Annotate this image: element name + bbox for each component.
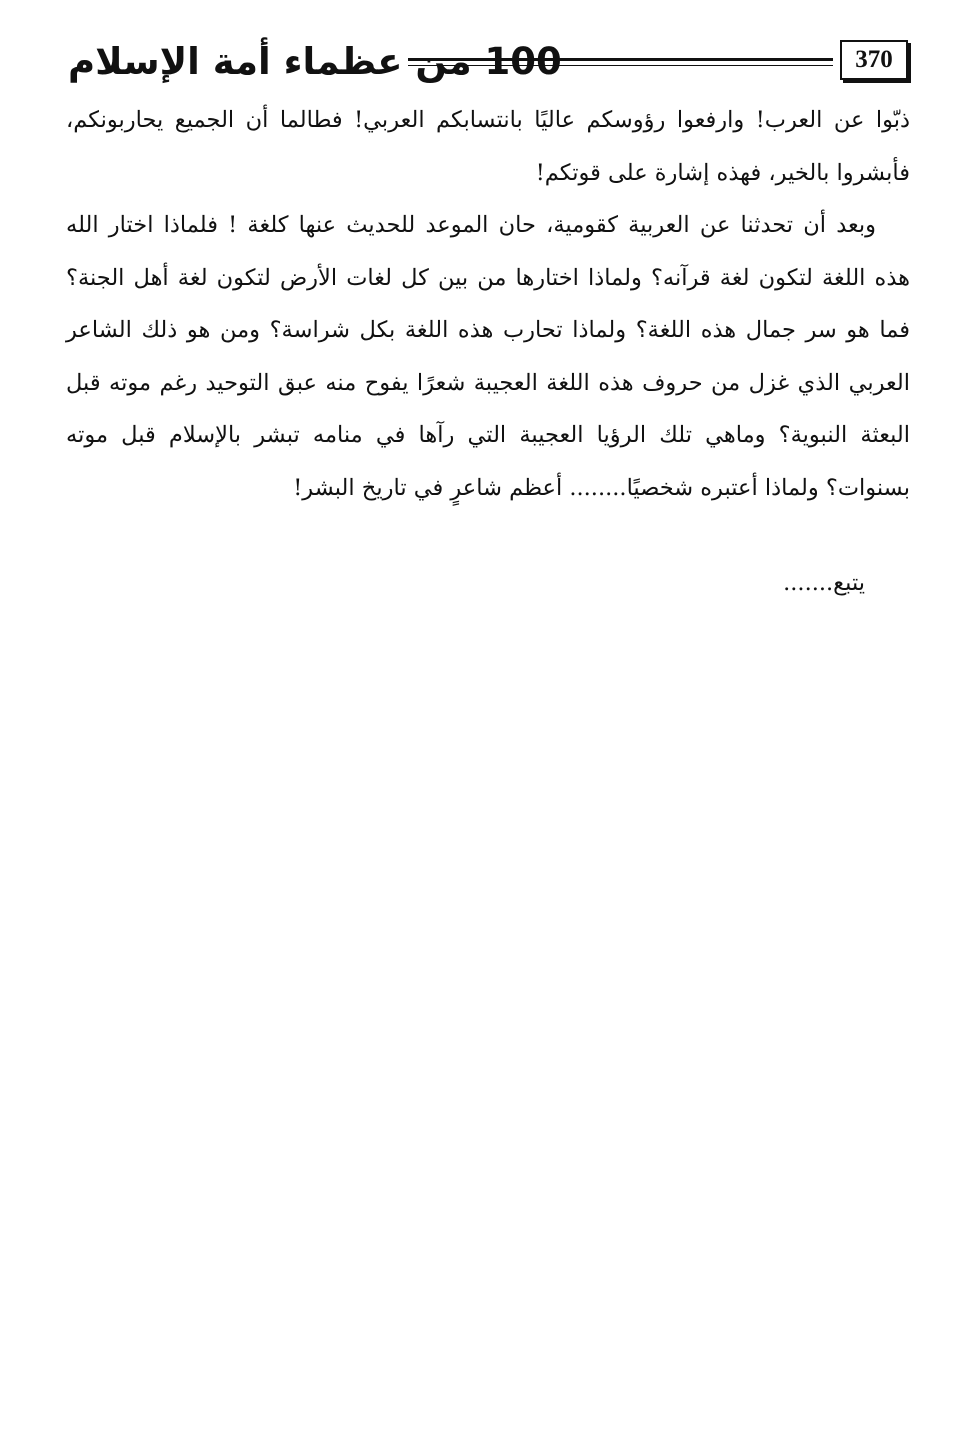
page-header — [68, 36, 908, 88]
book-title: 100 من عظماء أمة الإسلام — [68, 40, 562, 83]
header-rule — [408, 58, 833, 61]
body-text — [66, 94, 910, 514]
page-number: 370 — [840, 40, 908, 80]
header-rule-thin — [408, 65, 833, 66]
paragraph-1: ذبّوا عن العرب! وارفعوا رؤوسكم عاليًا بانتسابكم العربي! فطالما أن الجميع يحاربونكم، فأبشروا بالخير، فهذه إشارة على قوتكم! — [66, 107, 910, 186]
continued-note: يتبع....... — [783, 570, 865, 596]
paragraph-2: وبعد أن تحدثنا عن العربية كقومية، حان الموعد للحديث عنها كلغة ! فلماذا اختار الله هذه اللغة لتكون لغة قرآنه؟ ولماذا اختارها من بين كل لغات الأرض لتكون لغة أهل الجنة؟ فما هو سر جمال هذه اللغة؟ ولماذا تحارب هذه اللغة بكل شراسة؟ ومن هو ذلك الشاعر العربي الذي غزل من حروف هذه اللغة العجيبة شعرًا يفوح منه عبق التوحيد رغم موته قبل البعثة النبوية؟ وماهي تلك الرؤيا العجيبة التي رآها في منامه تبشر بالإسلام قبل موته بسنوات؟ ولماذا أعتبره شخصيًا........ أعظم شاعرٍ في تاريخ البشر! — [66, 212, 910, 501]
